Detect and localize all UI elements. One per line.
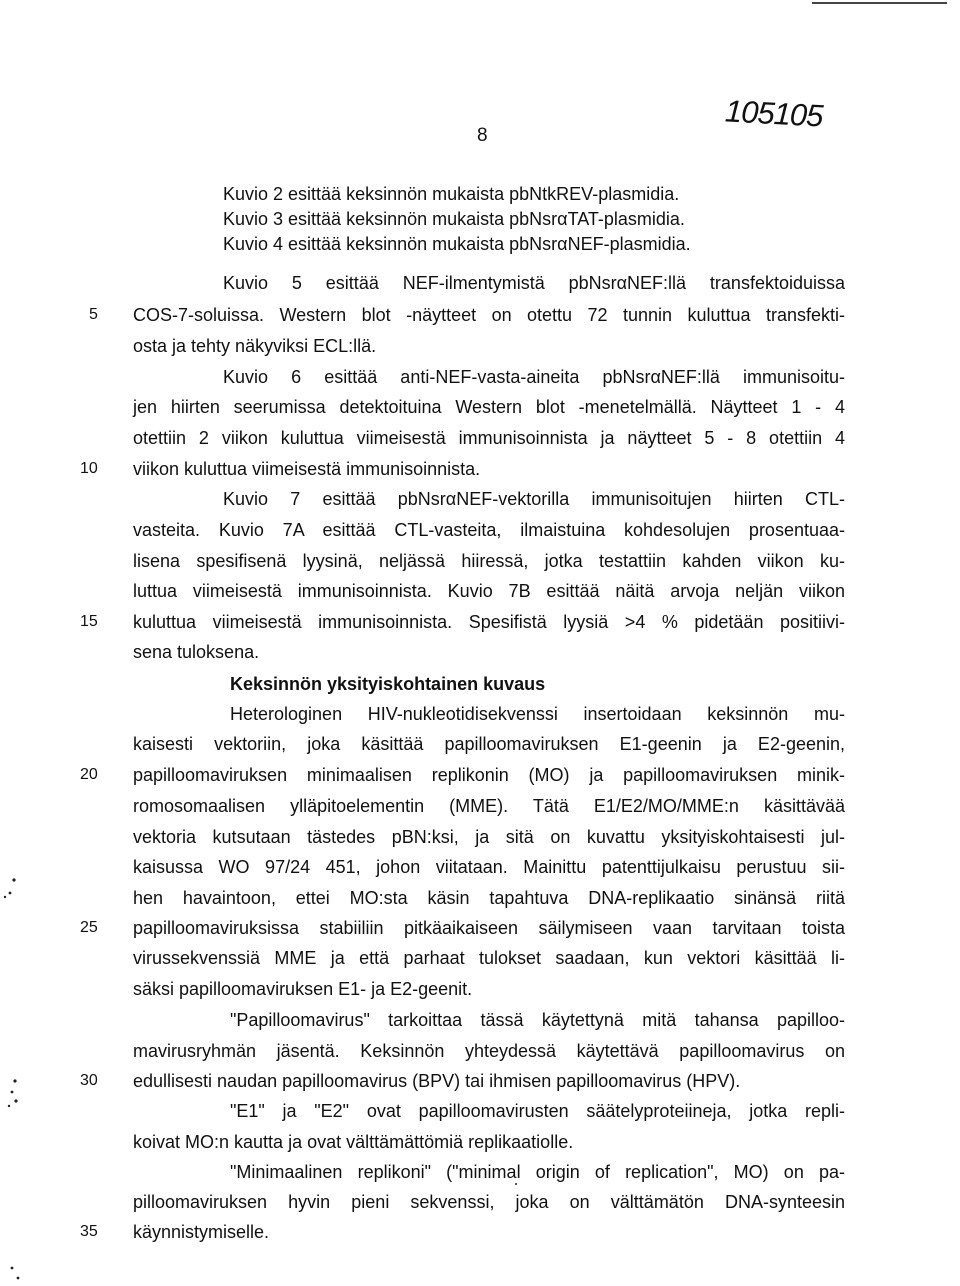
line-number: 20	[80, 766, 98, 783]
speck	[515, 1183, 517, 1185]
speck	[4, 896, 6, 898]
text-line: kaisussa WO 97/24 451, johon viitataan. Mainittu patenttijulkaisu perustuu sii-	[133, 857, 845, 877]
document-number: 105105	[724, 93, 824, 134]
text-line: osta ja tehty näkyviksi ECL:llä.	[133, 336, 377, 356]
text-line: sena tuloksena.	[133, 642, 260, 662]
text-line: Kuvio 7 esittää pbNsrαNEF-vektorilla immunisoitujen hiirten CTL-	[223, 489, 845, 509]
text-line: kaisesti vektoriin, joka käsittää papilloomaviruksen E1-geenin ja E2-geenin,	[133, 734, 845, 754]
text-line: jen hiirten seerumissa detektoituina Western blot -menetelmällä. Näytteet 1 - 4	[133, 397, 845, 417]
text-line: "Papilloomavirus" tarkoittaa tässä käytettynä mitä tahansa papilloo-	[230, 1010, 845, 1030]
text-line: käynnistymiselle.	[133, 1222, 270, 1242]
text-line: vektoria kutsutaan tästedes pBN:ksi, ja sitä on kuvattu yksityiskohtaisesti jul-	[133, 827, 845, 847]
text-line: Kuvio 4 esittää keksinnön mukaista pbNsrαNEF-plasmidia.	[223, 234, 691, 254]
section-heading: Keksinnön yksityiskohtainen kuvaus	[230, 674, 546, 694]
text-line: "E1" ja "E2" ovat papilloomavirusten säätelyproteiineja, jotka repli-	[230, 1101, 845, 1121]
text-line: COS-7-soluissa. Western blot -näytteet on otettu 72 tunnin kuluttua transfekti-	[133, 305, 845, 325]
speck	[13, 1079, 16, 1082]
text-line: viikon kuluttua viimeisestä immunisoinnista.	[133, 459, 481, 479]
text-line: romosomaalisen ylläpitoelementin (MME). Tätä E1/E2/MO/MME:n käsittävää	[133, 796, 845, 816]
text-line: papilloomaviruksissa stabiiliin pitkäaikaiseen säilymiseen vaan tarvitaan toista	[133, 918, 845, 938]
text-line: vasteita. Kuvio 7A esittää CTL-vasteita, ilmaistuina kohdesolujen prosentuaa-	[133, 520, 845, 540]
text-line: Kuvio 3 esittää keksinnön mukaista pbNsrαTAT-plasmidia.	[223, 209, 685, 229]
speck	[9, 892, 12, 895]
text-line: säksi papilloomaviruksen E1- ja E2-geenit.	[133, 979, 473, 999]
text-line: Kuvio 5 esittää NEF-ilmentymistä pbNsrαNEF:llä transfektoiduissa	[223, 273, 845, 293]
text-line: Kuvio 2 esittää keksinnön mukaista pbNtkREV-plasmidia.	[223, 184, 680, 204]
text-line: koivat MO:n kautta ja ovat välttämättömiä replikaatiolle.	[133, 1132, 574, 1152]
speck	[17, 1277, 20, 1280]
speck	[11, 1267, 14, 1270]
line-number: 10	[80, 460, 98, 477]
line-number: 25	[80, 919, 98, 936]
speck	[12, 878, 15, 881]
text-line: kuluttua viimeisestä immunisoinnista. Spesifistä lyysiä >4 % pidetään positiivi-	[133, 612, 845, 632]
text-line: luttua viimeisestä immunisoinnista. Kuvio 7B esittää näitä arvoja neljän viikon	[133, 581, 845, 601]
text-line: edullisesti naudan papilloomavirus (BPV) tai ihmisen papilloomavirus (HPV).	[133, 1071, 741, 1091]
line-number: 35	[80, 1223, 98, 1240]
text-line: "Minimaalinen replikoni" ("minimal origin of replication", MO) on pa-	[230, 1162, 845, 1182]
text-line: otettiin 2 viikon kuluttua viimeisestä immunisoinnista ja näytteet 5 - 8 otettiin 4	[133, 428, 845, 448]
line-number: 15	[80, 613, 98, 630]
line-number: 30	[80, 1072, 98, 1089]
text-line: Heterologinen HIV-nukleotidisekvenssi insertoidaan keksinnön mu-	[230, 704, 845, 724]
text-line: hen havaintoon, ettei MO:sta käsin tapahtuva DNA-replikaatio sinänsä riitä	[133, 888, 845, 908]
line-number: 5	[89, 306, 98, 323]
text-line: mavirusryhmän jäsentä. Keksinnön yhteydessä käytettävä papilloomavirus on	[133, 1041, 845, 1061]
text-line: Kuvio 6 esittää anti-NEF-vasta-aineita pbNsrαNEF:llä immunisoitu-	[223, 367, 845, 387]
text-line: papilloomaviruksen minimaalisen replikonin (MO) ja papilloomaviruksen minik-	[133, 765, 845, 785]
page-number: 8	[477, 125, 488, 146]
text-line: virussekvenssiä MME ja että parhaat tulokset saadaan, kun vektori käsittää li-	[133, 948, 845, 968]
text-line: pilloomaviruksen hyvin pieni sekvenssi, joka on välttämätön DNA-synteesin	[133, 1192, 845, 1212]
speck	[8, 1105, 10, 1107]
speck	[14, 1099, 17, 1102]
speck	[11, 1091, 14, 1094]
text-line: lisena spesifisenä lyysinä, neljässä hiiressä, jotka testattiin kahden viikon ku-	[133, 551, 845, 571]
